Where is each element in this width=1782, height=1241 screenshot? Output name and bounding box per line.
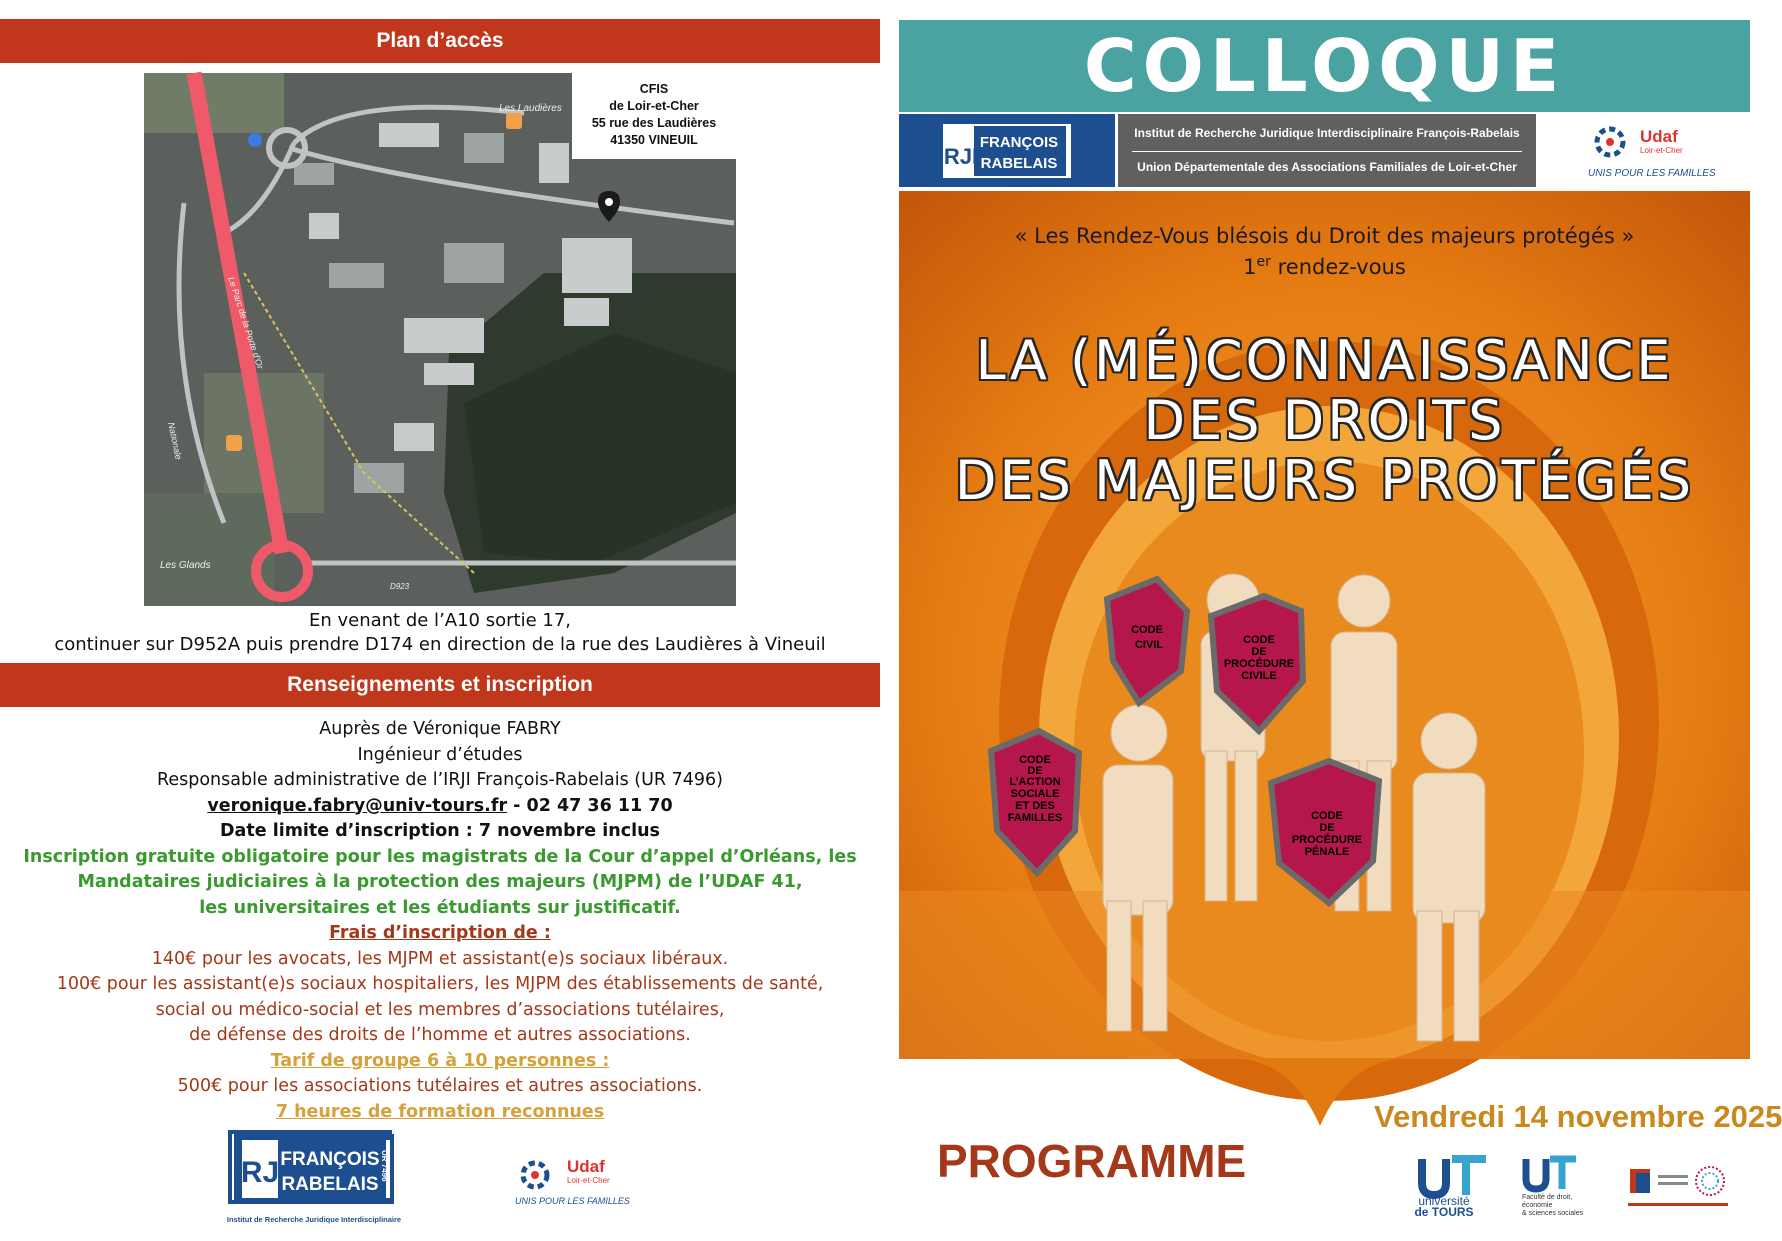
map-address-line: de Loir-et-Cher (609, 99, 699, 113)
partners-box (1118, 114, 1536, 187)
udaf-name: Udaf (1640, 127, 1678, 146)
shield-label: L’ACTION (1009, 776, 1061, 788)
shield-label: DE (1319, 822, 1335, 834)
edition-number: 1 (1243, 255, 1257, 279)
free-registration-line: Mandataires judiciaires à la protection des majeurs (MJPM) de l’UDAF 41, (77, 872, 803, 892)
irji-caption: Institut de Recherche Juridique Interdisciplinaire (226, 1215, 402, 1224)
fac-line: & sciences sociales (1522, 1210, 1584, 1217)
contact-line (0, 794, 880, 820)
colloque-title: COLLOQUE (899, 20, 1750, 112)
irji-top: FRANÇOIS (979, 134, 1059, 151)
edition (899, 254, 1750, 279)
shield-label: SOCIALE (1010, 788, 1060, 800)
udaf-logo (515, 1150, 630, 1210)
poi-marker-icon (226, 435, 242, 451)
partner-irji: Institut de Recherche Juridique Interdisciplinaire François-Rabelais (1134, 126, 1520, 140)
shield-label: ET DES (1015, 800, 1055, 812)
fac-line: économie (1522, 1202, 1553, 1209)
contact-role: Ingénieur d’études (357, 744, 523, 765)
udaf-name: Udaf (567, 1157, 605, 1176)
free-registration-line: les universitaires et les étudiants sur justificatif. (199, 897, 681, 918)
access-banner: Plan d’accès (0, 19, 880, 63)
irji-mark: IRJI (937, 144, 979, 169)
headline-line: LA (MÉ)CONNAISSANCE (975, 329, 1674, 392)
fee-line: de défense des droits de l’homme et autres associations. (189, 1025, 691, 1045)
partner-udaf: Union Départementale des Associations Familiales de Loir-et-Cher (1137, 160, 1517, 174)
udaf-tagline: UNIS POUR LES FAMILLES (515, 1196, 630, 1206)
shield-label: CODE (1243, 634, 1275, 646)
group-fee-title: Tarif de groupe 6 à 10 personnes : (270, 1050, 610, 1071)
udaf-symbol-icon (523, 1163, 547, 1187)
group-fee: 500€ pour les associations tutélaires et autres associations. (177, 1076, 703, 1096)
series-title: « Les Rendez-Vous blésois du Droit des majeurs protégés » (1014, 224, 1635, 248)
fee-line: 140€ pour les avocats, les MJPM et assistant(e)s sociaux libéraux. (151, 948, 729, 969)
contact-name: Auprès de Véronique FABRY (319, 719, 561, 739)
shield-label: PROCÉDURE (1223, 658, 1295, 670)
access-map[interactable] (144, 73, 736, 606)
udaf-partner-logo (1588, 114, 1716, 184)
irji-top: FRANÇOIS (280, 1149, 380, 1170)
free-registration-line: Inscription gratuite obligatoire pour les magistrats de la Cour d’appel d’Orléans, les (23, 846, 857, 867)
ut-name: université (1418, 1194, 1470, 1208)
irji-partner-logo (899, 114, 1115, 187)
shield-label: DE (1251, 646, 1267, 658)
map-image (144, 73, 736, 606)
directions-line: En venant de l’A10 sortie 17, (308, 610, 571, 631)
email-link[interactable]: veronique.fabry@univ-tours.fr (207, 795, 508, 816)
fac-line: Faculté de droit, (1522, 1194, 1573, 1201)
registration-info (0, 717, 880, 1125)
shield-label: CODE (1311, 810, 1343, 822)
fees-title: Frais d’inscription de : (329, 923, 551, 943)
irji-logo (226, 1132, 402, 1228)
shield-label: CIVIL (1134, 639, 1164, 651)
udaf-tagline: UNIS POUR LES FAMILLES (1588, 168, 1716, 179)
shield-label: CIVILE (1241, 670, 1277, 682)
edition-suffix: er (1256, 254, 1271, 270)
irji-bottom: RABELAIS (281, 1174, 379, 1195)
shield-label: FAMILLES (1007, 812, 1063, 824)
contact-title: Responsable administrative de l’IRJI François-Rabelais (UR 7496) (156, 770, 724, 790)
headline (899, 331, 1750, 511)
registration-deadline: Date limite d’inscription : 7 novembre inclus (220, 821, 660, 841)
programme-title: PROGRAMME (937, 1135, 1247, 1187)
phone-number: - 02 47 36 11 70 (507, 795, 673, 816)
headline-line: DES MAJEURS PROTÉGÉS (954, 449, 1695, 512)
udaf-sub: Loir-et-Cher (1640, 146, 1683, 155)
university-tours-logo (1404, 1155, 1499, 1217)
shield-label: CODE (1019, 754, 1051, 766)
poster-image (899, 191, 1750, 1059)
map-label: Nationale (166, 421, 184, 461)
map-label: Les Glands (160, 560, 211, 571)
training-hours: 7 heures de formation reconnues (275, 1101, 605, 1122)
map-address-line: 55 rue des Laudières (591, 116, 717, 130)
map-label: Le Parc de la Porte d'Or (226, 275, 266, 371)
directions (0, 609, 880, 657)
fee-line: 100€ pour les assistant(e)s sociaux hospitaliers, les MJPM des établissements de santé, (56, 974, 824, 994)
udaf-sub: Loir-et-Cher (567, 1176, 610, 1185)
shield-label: PÉNALE (1304, 846, 1350, 858)
library-logo (1628, 1165, 1738, 1215)
shield-label: DE (1027, 765, 1043, 777)
map-label: D923 (390, 582, 410, 591)
shield-label: PROCÉDURE (1291, 834, 1363, 846)
info-banner: Renseignements et inscription (0, 663, 880, 707)
map-address-line: CFIS (639, 82, 669, 96)
irji-mark: IRJI (232, 1156, 288, 1189)
poi-marker-icon (506, 113, 522, 129)
irji-bottom: RABELAIS (980, 155, 1058, 172)
shield-label: CODE (1131, 624, 1163, 636)
ut-city: de TOURS (1414, 1205, 1474, 1219)
map-address-line: 41350 VINEUIL (610, 133, 698, 147)
poi-marker-icon (248, 133, 262, 147)
directions-line: continuer sur D952A puis prendre D174 en direction de la rue des Laudières à Vineuil (54, 634, 826, 655)
fee-line: social ou médico-social et les membres d’associations tutélaires, (155, 999, 725, 1020)
map-label: Les Laudières (499, 103, 562, 114)
udaf-symbol-icon (1597, 129, 1623, 155)
faculty-logo (1520, 1155, 1620, 1217)
event-date: Vendredi 14 novembre 2025 (1374, 1099, 1782, 1134)
edition-label: rendez-vous (1270, 255, 1406, 279)
irji-ur: UR 7496 (380, 1150, 389, 1182)
headline-line: DES DROITS (1143, 389, 1506, 452)
